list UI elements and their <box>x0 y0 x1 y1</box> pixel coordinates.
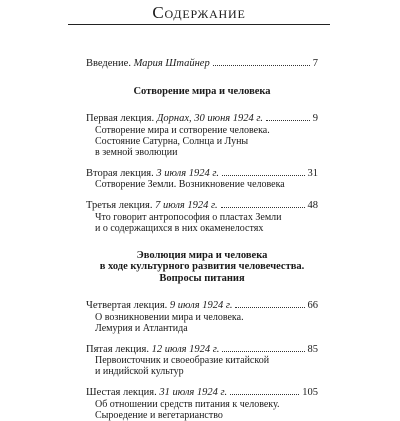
entry-subtitle: и о содержащихся в них окаменелостях <box>95 222 264 234</box>
dot-leader <box>222 175 305 176</box>
toc-entry-line <box>86 387 318 399</box>
entry-place-date: 12 июля 1924 г. <box>151 343 220 355</box>
dot-leader <box>235 307 304 308</box>
dot-leader <box>222 351 304 352</box>
entry-place-date: 9 июля 1924 г. <box>169 300 233 311</box>
section-heading-line: Эволюция мира и человека <box>136 249 268 261</box>
entry-subtitle: Сотворение мира и сотворение человека. <box>95 124 270 136</box>
page-number: 66 <box>307 300 318 311</box>
entry-label: Вторая лекция. <box>86 167 154 179</box>
section-heading-line: в ходе культурного развития человечества. <box>99 261 305 272</box>
toc-entry-lecture-5[interactable] <box>86 344 318 378</box>
toc-entry-line <box>86 168 318 180</box>
page-title: Содержание <box>152 3 246 22</box>
section-heading-line: Вопросы питания <box>159 272 245 284</box>
page-number: 31 <box>307 167 318 179</box>
entry-subtitle: в земной эволюции <box>95 146 178 158</box>
dot-leader <box>221 207 305 208</box>
entry-subtitle: Об отношении средств питания к человеку. <box>95 398 280 410</box>
entry-place-date: 3 июля 1924 г. <box>156 167 219 179</box>
entry-subtitle: Сыроедение и вегетарианство <box>95 409 223 421</box>
page-number: 105 <box>302 387 318 398</box>
dot-leader <box>266 120 310 121</box>
entry-place-date: Дорнах, 30 июня 1924 г. <box>156 113 264 124</box>
toc-entry-line <box>86 344 318 356</box>
page-header <box>68 0 330 38</box>
section-heading-creation: Сотворение мира и человека <box>133 85 271 97</box>
toc-entry-lecture-3[interactable] <box>86 200 318 234</box>
page-number: 85 <box>307 343 318 355</box>
page-number: 48 <box>307 200 318 211</box>
entry-subtitle: Лемурия и Атлантида <box>95 322 188 334</box>
toc-entry-lecture-6[interactable] <box>86 387 318 421</box>
entry-label: Первая лекция. <box>86 113 155 124</box>
entry-subtitle: Состояние Сатурна, Солнца и Луны <box>95 135 249 147</box>
table-of-contents <box>86 58 318 421</box>
entry-subtitle: и индийской культур <box>95 366 184 377</box>
entry-author: Мария Штайнер <box>133 58 210 69</box>
entry-place-date: 7 июля 1924 г. <box>155 200 218 211</box>
section-heading-evolution <box>86 250 318 285</box>
toc-entry-line <box>86 113 318 125</box>
toc-entry-line <box>86 200 318 212</box>
dot-leader <box>213 65 310 66</box>
page-number: 9 <box>312 113 318 124</box>
entry-place-date: 31 июля 1924 г. <box>159 387 228 398</box>
entry-label: Введение. <box>86 58 131 69</box>
entry-label: Пятая лекция. <box>86 343 149 355</box>
entry-subtitle: Что говорит антропософия о пластах Земли <box>95 211 282 223</box>
dot-leader <box>230 394 299 395</box>
entry-subtitle: Сотворение Земли. Возникновение человека <box>95 179 285 190</box>
toc-entry-line <box>86 58 318 70</box>
entry-label: Шестая лекция. <box>86 387 157 398</box>
toc-entry-lecture-1[interactable] <box>86 113 318 158</box>
entry-subtitle: О возникновении мира и человека. <box>95 311 244 323</box>
entry-subtitle: Первоисточник и своеобразие китайской <box>95 355 270 366</box>
toc-entry-introduction[interactable] <box>86 58 318 70</box>
page-number: 7 <box>312 58 318 69</box>
entry-label: Четвертая лекция. <box>86 300 168 311</box>
toc-entry-line <box>86 300 318 312</box>
header-rule <box>68 24 330 25</box>
entry-label: Третья лекция. <box>86 200 153 211</box>
toc-entry-lecture-4[interactable] <box>86 300 318 334</box>
toc-entry-lecture-2[interactable] <box>86 168 318 191</box>
